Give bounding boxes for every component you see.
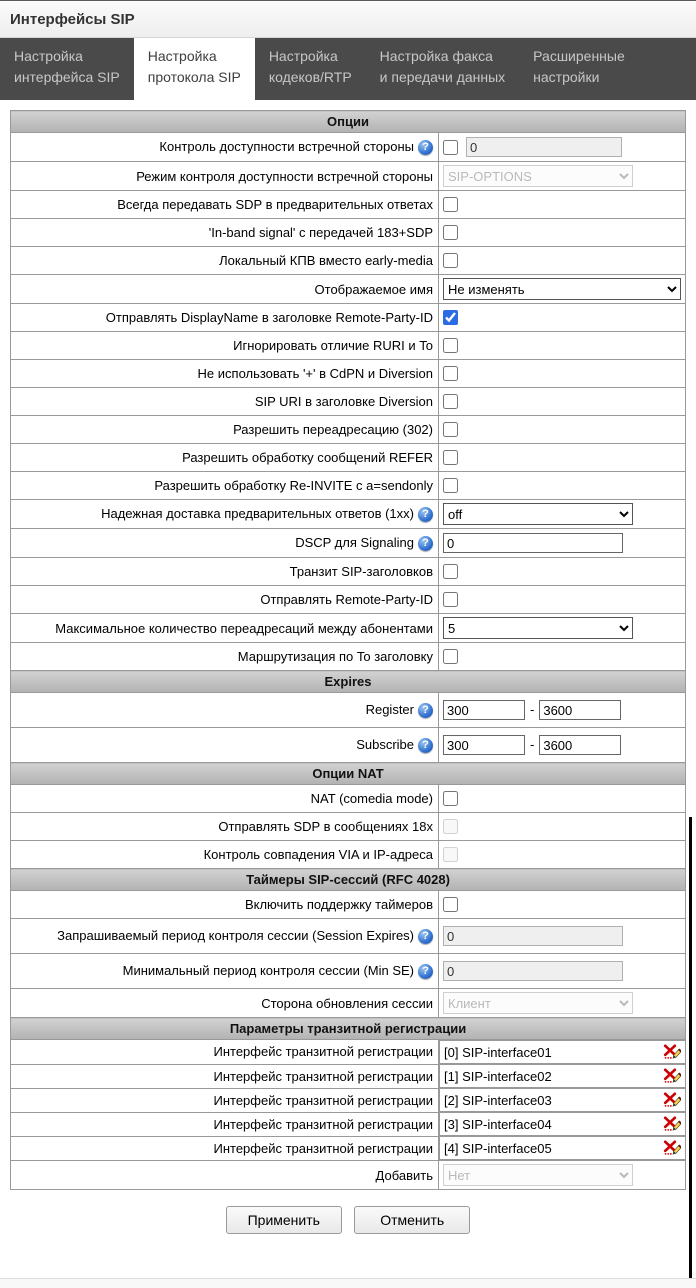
text-input[interactable] — [443, 735, 525, 755]
delete-edit-icon[interactable] — [663, 1043, 681, 1061]
title-bar — [0, 0, 696, 38]
checkbox[interactable] — [443, 564, 458, 579]
row-label: Локальный КПВ вместо early-media — [219, 253, 433, 269]
tab-label-line: протокола SIP — [147, 69, 241, 85]
transit-interface-value: [3] SIP-interface04 — [444, 1116, 552, 1132]
checkbox[interactable] — [443, 450, 458, 465]
checkbox[interactable] — [443, 253, 458, 268]
row-label: Добавить — [375, 1167, 433, 1183]
row-label: Сторона обновления сессии — [261, 995, 433, 1011]
section-header: Expires — [11, 671, 686, 693]
tab-fax-data-settings[interactable] — [366, 38, 519, 100]
row-label: Контроль совпадения VIA и IP-адреса — [203, 847, 433, 863]
row-label: Не использовать '+' в CdPN и Diversion — [197, 366, 433, 382]
tab-label-line: Настройка — [14, 48, 83, 64]
delete-edit-icon[interactable] — [663, 1115, 681, 1133]
tab-label-line: кодеков/RTP — [268, 69, 352, 85]
checkbox — [443, 847, 458, 862]
help-icon[interactable]: ? — [418, 964, 433, 979]
row-label: SIP URI в заголовке Diversion — [254, 394, 433, 410]
page-title: Интерфейсы SIP — [10, 10, 135, 28]
help-icon[interactable]: ? — [418, 140, 433, 155]
tab-label-line: Расширенные — [533, 48, 625, 64]
select[interactable] — [443, 503, 633, 525]
checkbox[interactable] — [443, 197, 458, 212]
row-label: Разрешить обработку сообщений REFER — [182, 450, 433, 466]
checkbox[interactable] — [443, 225, 458, 240]
row-label: Интерфейс транзитной регистрации — [213, 1116, 433, 1132]
row-label: Register — [365, 702, 414, 718]
tab-label-line: интерфейса SIP — [14, 69, 120, 85]
select[interactable] — [443, 617, 633, 639]
checkbox[interactable] — [443, 310, 458, 325]
settings-table — [10, 110, 686, 1190]
select — [443, 992, 633, 1014]
checkbox[interactable] — [443, 592, 458, 607]
tab-bar — [0, 38, 696, 100]
row-label: Отправлять Remote-Party-ID — [260, 592, 433, 608]
text-input[interactable] — [443, 700, 525, 720]
text-input — [466, 137, 622, 157]
row-label: DSCP для Signaling — [295, 535, 414, 551]
text-input[interactable] — [539, 700, 621, 720]
row-label: Включить поддержку таймеров — [244, 897, 433, 913]
select — [443, 1164, 633, 1186]
text-input[interactable] — [443, 533, 623, 553]
screen-edge-artifact — [689, 817, 692, 1288]
help-icon[interactable]: ? — [418, 703, 433, 718]
range-separator: - — [530, 736, 535, 752]
section-header: Таймеры SIP-сессий (RFC 4028) — [11, 869, 686, 891]
cancel-button[interactable]: Отменить — [354, 1206, 470, 1234]
footer-strip — [0, 1278, 696, 1288]
section-header: Параметры транзитной регистрации — [11, 1018, 686, 1040]
section-header: Опции NAT — [11, 763, 686, 785]
row-label: Всегда передавать SDP в предварительных ответах — [117, 197, 433, 213]
row-label: NAT (comedia mode) — [310, 791, 433, 807]
row-label: Транзит SIP-заголовков — [289, 564, 433, 580]
row-label: Интерфейс транзитной регистрации — [213, 1044, 433, 1060]
checkbox — [443, 819, 458, 834]
row-label: Отправлять SDP в сообщениях 18x — [218, 819, 433, 835]
settings-form — [0, 100, 696, 1234]
checkbox[interactable] — [443, 897, 458, 912]
checkbox[interactable] — [443, 140, 458, 155]
row-label: Надежная доставка предварительных ответов (1xx) — [101, 506, 414, 522]
tab-label-line: и передачи данных — [379, 69, 506, 85]
checkbox[interactable] — [443, 422, 458, 437]
row-label: Контроль доступности встречной стороны — [159, 139, 414, 154]
row-label: Разрешить обработку Re-INVITE с a=sendonly — [154, 478, 433, 494]
checkbox[interactable] — [443, 366, 458, 381]
text-input — [443, 926, 623, 946]
checkbox[interactable] — [443, 394, 458, 409]
section-header: Опции — [11, 111, 686, 133]
transit-interface-value: [2] SIP-interface03 — [444, 1092, 552, 1108]
tab-sip-protocol-settings[interactable] — [134, 38, 255, 100]
row-label: 'In-band signal' с передачей 183+SDP — [208, 225, 433, 241]
row-label: Отображаемое имя — [314, 281, 433, 297]
help-icon[interactable]: ? — [418, 929, 433, 944]
text-input[interactable] — [539, 735, 621, 755]
row-label: Запрашиваемый период контроля сессии (Session Expires) — [57, 928, 414, 944]
row-label: Интерфейс транзитной регистрации — [213, 1068, 433, 1084]
select — [443, 165, 633, 187]
row-label: Интерфейс транзитной регистрации — [213, 1092, 433, 1108]
checkbox[interactable] — [443, 338, 458, 353]
help-icon[interactable]: ? — [418, 536, 433, 551]
range-separator: - — [530, 701, 535, 717]
transit-interface-value: [1] SIP-interface02 — [444, 1068, 552, 1084]
row-label: Интерфейс транзитной регистрации — [213, 1140, 433, 1156]
delete-edit-icon[interactable] — [663, 1091, 681, 1109]
form-actions — [10, 1206, 686, 1234]
row-label: Игнорировать отличие RURI и To — [233, 338, 433, 354]
help-icon[interactable]: ? — [418, 507, 433, 522]
apply-button[interactable]: Применить — [226, 1206, 342, 1234]
tab-codecs-rtp-settings[interactable] — [255, 38, 366, 100]
checkbox[interactable] — [443, 791, 458, 806]
transit-interface-value: [0] SIP-interface01 — [444, 1044, 552, 1060]
row-label: Режим контроля доступности встречной стороны — [136, 168, 433, 184]
row-label: Минимальный период контроля сессии (Min SE) — [122, 963, 414, 979]
tab-label-line: Настройка — [268, 48, 338, 64]
select[interactable] — [443, 278, 681, 300]
tab-sip-interface-settings[interactable] — [0, 38, 134, 100]
tab-label-line: Настройка — [147, 48, 217, 64]
tab-label-line: Настройка факса — [379, 48, 493, 64]
row-label: Маршрутизация по To заголовку — [237, 649, 433, 665]
row-label: Отправлять DisplayName в заголовке Remote-Party-ID — [105, 310, 433, 326]
delete-edit-icon[interactable] — [663, 1067, 681, 1085]
checkbox[interactable] — [443, 478, 458, 493]
help-icon[interactable]: ? — [418, 738, 433, 753]
tab-advanced-settings[interactable] — [519, 38, 639, 100]
delete-edit-icon[interactable] — [663, 1139, 681, 1157]
row-label: Разрешить переадресацию (302) — [233, 422, 433, 438]
tab-label-line: настройки — [533, 69, 600, 85]
row-label: Subscribe — [356, 737, 414, 753]
checkbox[interactable] — [443, 649, 458, 664]
text-input — [443, 961, 623, 981]
transit-interface-value: [4] SIP-interface05 — [444, 1140, 552, 1156]
row-label: Максимальное количество переадресаций между абонентами — [55, 620, 433, 636]
